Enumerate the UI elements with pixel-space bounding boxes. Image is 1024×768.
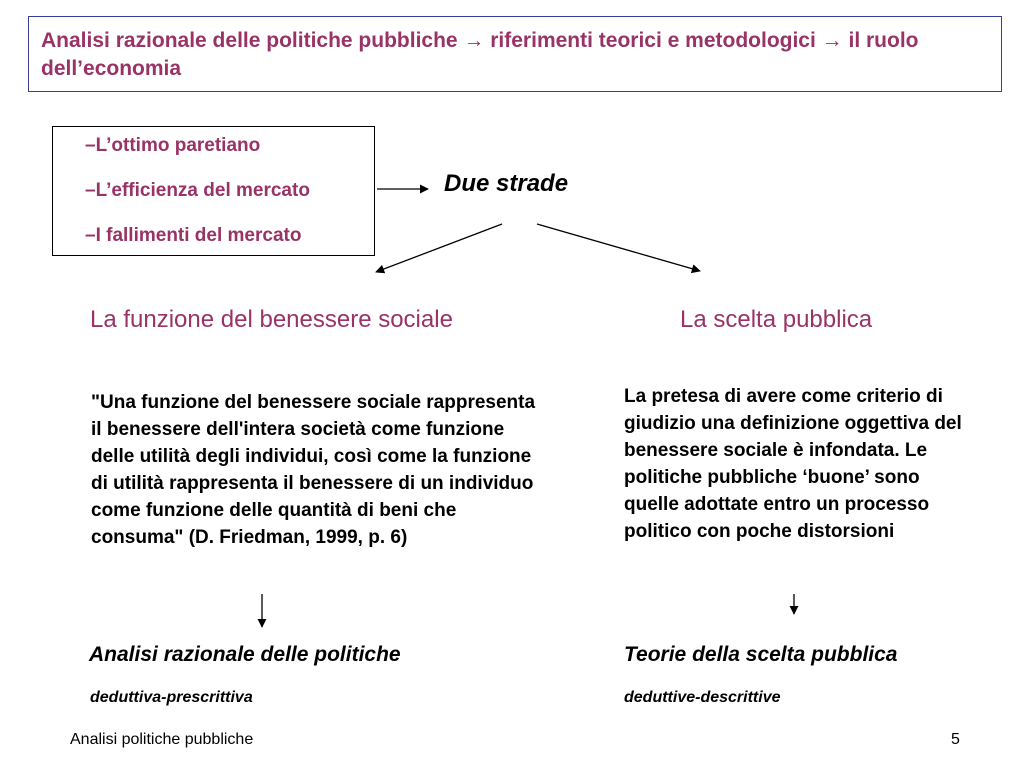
list-item-pareto: –L’ottimo paretiano [85,135,261,156]
right-conclusion: Teorie della scelta pubblica [624,643,898,666]
left-subtitle: deduttiva-prescrittiva [90,689,253,706]
right-body-text: La pretesa di avere come criterio di giudizio una definizione oggettiva del benessere sociale è infondata. Le politiche pubbliche ‘buone’ sono quelle adottate entro un processo politico con poche distorsioni [624,386,962,542]
right-subtitle: deduttive-descrittive [624,689,781,706]
list-item-market-efficiency: –L’efficienza del mercato [85,180,310,201]
right-heading: La scelta pubblica [680,306,873,333]
list-item-market-failures: –I fallimenti del mercato [85,225,302,246]
left-conclusion: Analisi razionale delle politiche [89,643,401,666]
left-heading: La funzione del benessere sociale [90,306,453,333]
arrow-to-left-branch [376,224,502,272]
footer-title: Analisi politiche pubbliche [70,731,254,748]
arrow-to-right-branch [537,224,700,271]
due-strade-label: Due strade [444,170,569,197]
slide-title: Analisi razionale delle politiche pubbliche → riferimenti teorici e metodologici → il ruolo dell’economia [28,16,1002,92]
left-body-quote: "Una funzione del benessere sociale rappresenta il benessere dell'intera società come funzione delle utilità degli individui, così come la funzione di utilità rappresenta il benessere di un individuo come funzione delle quantità di beni che consuma" (D. Friedman, 1999, p. 6) [91,392,536,548]
page-number: 5 [951,731,960,748]
